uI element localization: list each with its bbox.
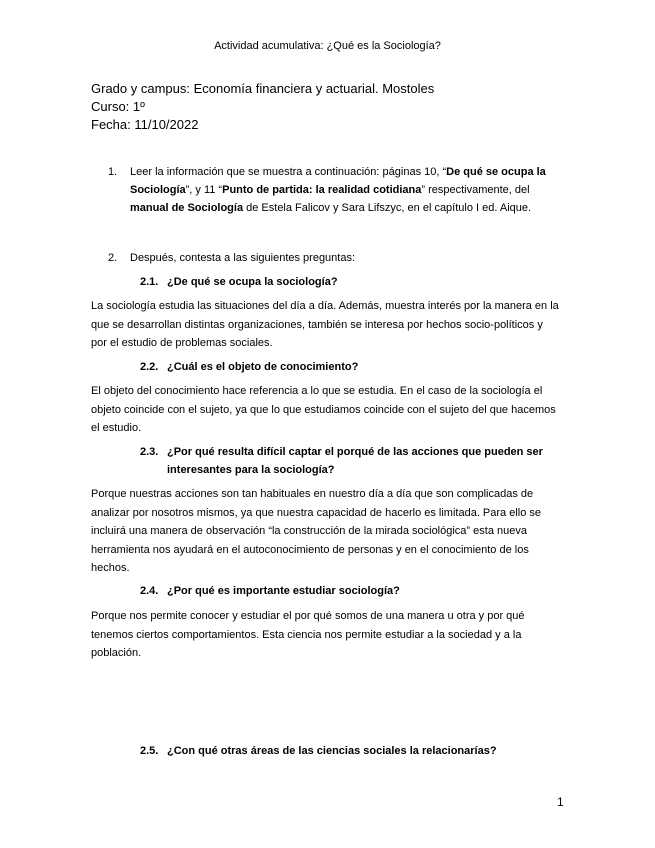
subquestion-number: 2.5. — [140, 745, 159, 757]
subquestion-number: 2.1. — [140, 276, 159, 288]
subquestion-number: 2.4. — [140, 585, 159, 597]
subquestion-text: ¿Con qué otras áreas de las ciencias sociales la relacionarías? — [167, 745, 497, 757]
subquestion-text: ¿De qué se ocupa la sociología? — [167, 276, 338, 288]
subquestion-text: ¿Cuál es el objeto de conocimiento? — [167, 361, 359, 373]
meta-fecha: Fecha: 11/10/2022 — [91, 117, 199, 132]
subquestion-number: 2.2. — [140, 361, 159, 373]
question-1-number: 1. — [108, 166, 118, 178]
page-header-title: Actividad acumulativa: ¿Qué es la Sociología? — [214, 40, 441, 52]
subquestion-text: ¿Por qué resulta difícil captar el porqué de las acciones que pueden ser interesantes para la sociología? — [167, 446, 543, 476]
answer-2-2: El objeto del conocimiento hace referencia a lo que se estudia. En el caso de la sociología el objeto coincide con el sujeto, ya que lo que estudiamos coincide con el sujeto del que hacemos el estudio. — [91, 385, 556, 434]
page-number: 1 — [557, 795, 564, 809]
subquestion-number: 2.3. — [140, 446, 159, 458]
meta-grado: Grado y campus: Economía financiera y actuarial. Mostoles — [91, 81, 435, 96]
answer-2-4: Porque nos permite conocer y estudiar el por qué somos de una manera u otra y por qué tenemos ciertos comportamientos. Esta ciencia nos permite estudiar a la sociedad y a la población. — [91, 610, 525, 659]
answer-2-1: La sociología estudia las situaciones del día a día. Además, muestra interés por la manera en la que se desarrollan distintas organizaciones, también se interesa por hechos socio-políticos y por el estudio de problemas sociales. — [91, 300, 559, 349]
subquestion-text: ¿Por qué es importante estudiar sociología? — [167, 585, 400, 597]
question-2-text: Después, contesta a las siguientes preguntas: — [130, 252, 356, 264]
question-1-text: Leer la información que se muestra a continuación: páginas 10, “De qué se ocupa la Sociología”, y 11 “Punto de partida: la realidad cotidiana” respectivamente, del manual de Sociología de Estela Falicov y Sara Lifszyc, en el capítulo I ed. Aique. — [130, 166, 546, 214]
question-2-number: 2. — [108, 252, 118, 264]
meta-curso: Curso: 1º — [91, 99, 145, 114]
answer-2-3: Porque nuestras acciones son tan habituales en nuestro día a día que son complicadas de analizar por nosotros mismos, ya que nuestra capacidad de hacerlo es limitada. Para ello se incluirá una manera de observación “la construcción de la mirada sociológica” esta nueva herramienta nos ayudará en el autoconocimiento de personas y en el conocimiento de los hechos. — [91, 488, 542, 574]
